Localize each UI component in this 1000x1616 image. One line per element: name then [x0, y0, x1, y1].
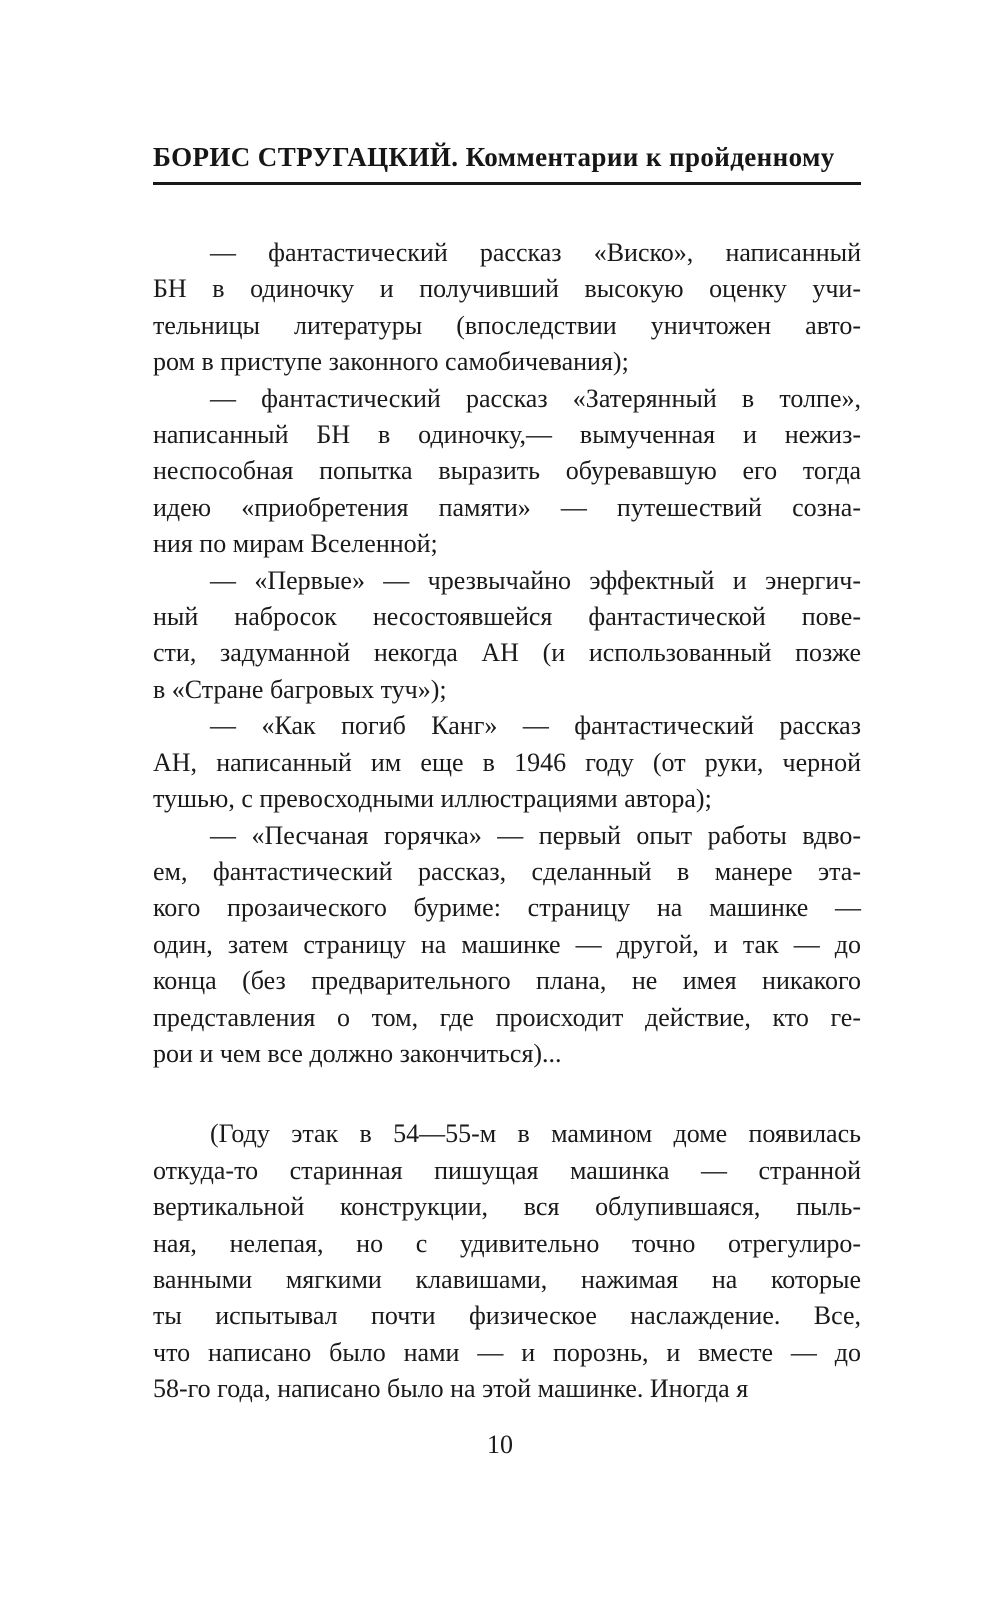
- paragraph: [153, 1116, 861, 1407]
- page-number: 10: [487, 1430, 513, 1459]
- text-line: откуда-то старинная пишущая машинка — странной: [153, 1155, 861, 1185]
- paragraph: [153, 381, 861, 563]
- text-line: кого прозаического буриме: страницу на машинке —: [153, 893, 861, 923]
- text-line: — фантастический рассказ «Затерянный в толпе»,: [210, 383, 861, 413]
- text-line: — фантастический рассказ «Виско», написанный: [210, 238, 861, 267]
- text-line: (Году этак в 54—55-м в мамином доме появилась: [210, 1119, 861, 1149]
- text-line: вертикальной конструкции, вся облупившаяся, пыль-: [153, 1192, 861, 1222]
- text-line: конца (без предварительного плана, не имея никакого: [153, 966, 861, 996]
- text-line: — «Песчаная горячка» — первый опыт работы вдво-: [210, 820, 861, 850]
- running-head: БОРИС СТРУГАЦКИЙ. Комментарии к пройденному: [153, 142, 861, 185]
- paragraph: [153, 708, 861, 817]
- text-line: АН, написанный им еще в 1946 году (от руки, черной: [153, 747, 861, 777]
- text-line: ванными мягкими клавишами, нажимая на которые: [153, 1264, 861, 1294]
- text-line: ния по мирам Вселенной;: [153, 529, 438, 559]
- text-line: сти, задуманной некогда АН (и использованный позже: [153, 638, 861, 668]
- text-line: неспособная попытка выразить обуревавшую его тогда: [153, 456, 861, 486]
- text-line: БН в одиночку и получивший высокую оценку учи-: [153, 274, 861, 304]
- text-line: тельницы литературы (впоследствии уничтожен авто-: [153, 310, 861, 340]
- text-line: 58-го года, написано было на этой машинке. Иногда я: [153, 1374, 749, 1404]
- text-line: написанный БН в одиночку,— вымученная и нежиз-: [153, 420, 861, 450]
- text-line: — «Как погиб Канг» — фантастический рассказ: [210, 711, 861, 741]
- text-line: тушью, с превосходными иллюстрациями автора);: [153, 784, 712, 814]
- text-line: что написано было нами — и порознь, и вместе — до: [153, 1337, 861, 1367]
- text-line: ный набросок несостоявшейся фантастической пове-: [153, 602, 861, 632]
- text-line: рои и чем все должно закончиться)...: [153, 1038, 562, 1068]
- text-line: ная, нелепая, но с удивительно точно отрегулиро-: [153, 1228, 861, 1258]
- text-line: в «Стране багровых туч»);: [153, 674, 447, 704]
- text-line: — «Первые» — чрезвычайно эффектный и энергич-: [210, 565, 861, 595]
- text-line: ем, фантастический рассказ, сделанный в манере эта-: [153, 856, 861, 886]
- text-line: представления о том, где происходит действие, кто ге-: [153, 1002, 861, 1032]
- text-line: ты испытывал почти физическое наслаждение. Все,: [153, 1301, 861, 1331]
- text-line: один, затем страницу на машинке — другой, и так — до: [153, 929, 861, 959]
- page-content: [153, 0, 861, 1408]
- body-text: [153, 235, 861, 1408]
- text-line: ром в приступе законного самобичевания);: [153, 347, 629, 377]
- paragraph: [153, 563, 861, 709]
- paragraph: [153, 818, 861, 1073]
- text-line: идею «приобретения памяти» — путешествий созна-: [153, 492, 861, 522]
- paragraph: [153, 235, 861, 381]
